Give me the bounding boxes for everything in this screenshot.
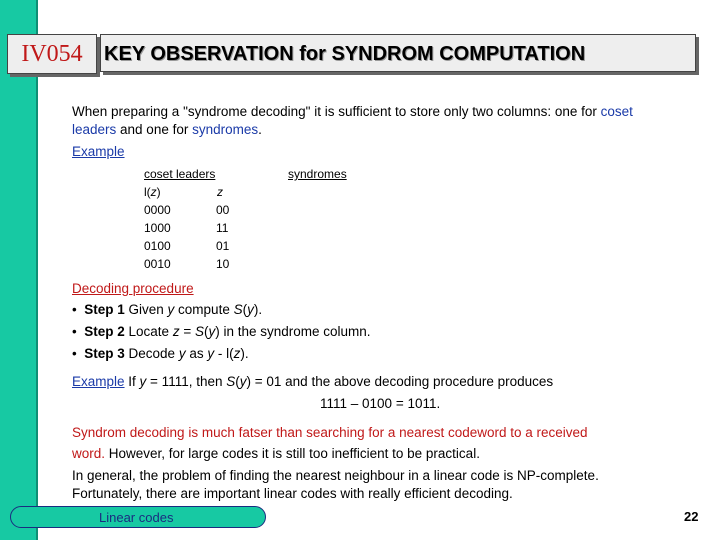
procedure-step-2: • Step 2 Locate z = S(y) in the syndrome column. [72,324,371,339]
example-2-result: 1111 – 0100 = 1011. [320,396,441,411]
intro-line-1 [72,102,633,122]
footer-label: Linear codes [99,510,174,525]
table-cell: 0010 [144,257,171,271]
intro-text-1: When preparing a "syndrome decoding" it is sufficient to store only two columns: one for [72,104,601,119]
procedure-step-3: • Step 3 Decode y as y - l(z). [72,346,249,361]
table-cell: 0000 [144,203,171,217]
footer-banner [10,506,266,528]
table-column-leaders [144,183,171,273]
accent-stripe-edge [36,0,38,540]
table-cell: 00 [216,203,230,217]
conclusion-line-2: word. However, for large codes it is still too inefficient to be practical. [72,446,480,461]
table-column-syndromes [216,183,229,273]
intro-line-2 [72,120,262,140]
course-code: IV054 [7,34,97,74]
table-cell: 0100 [144,239,171,253]
term-leaders: leaders [72,122,117,137]
table-header-syndromes: syndromes [288,167,347,181]
conclusion-line-1: Syndrom decoding is much fatser than searching for a nearest codeword to a received [72,425,588,440]
left-accent-stripe [0,0,36,540]
table-cell: 11 [216,221,229,235]
conclusion-line-3: In general, the problem of finding the nearest neighbour in a linear code is NP-complete. [72,468,599,483]
column-header-z: z [217,185,223,199]
intro-text-2: and one for [116,122,193,137]
example-2-line: Example If y = 1111, then S(y) = 01 and the above decoding procedure produces [72,374,554,389]
column-header-leader: l(z) [144,185,161,199]
procedure-heading: Decoding procedure [72,281,194,296]
slide-title: KEY OBSERVATION for SYNDROM COMPUTATION [100,34,696,72]
table-header-coset-leaders: coset leaders [144,167,216,181]
table-cell: 01 [216,239,230,253]
example-heading: Example [72,144,125,159]
term-coset: coset [600,104,633,119]
table-cell: 10 [216,257,230,271]
table-cell: 1000 [144,221,171,235]
page-number: 22 [684,509,699,524]
term-syndromes: syndromes [192,122,259,137]
conclusion-line-4: Fortunately, there are important linear codes with really efficient decoding. [72,486,513,501]
procedure-step-1: • Step 1 Given y compute S(y). [72,302,263,317]
example-2-label: Example [72,374,125,389]
intro-text-3: . [258,122,262,137]
